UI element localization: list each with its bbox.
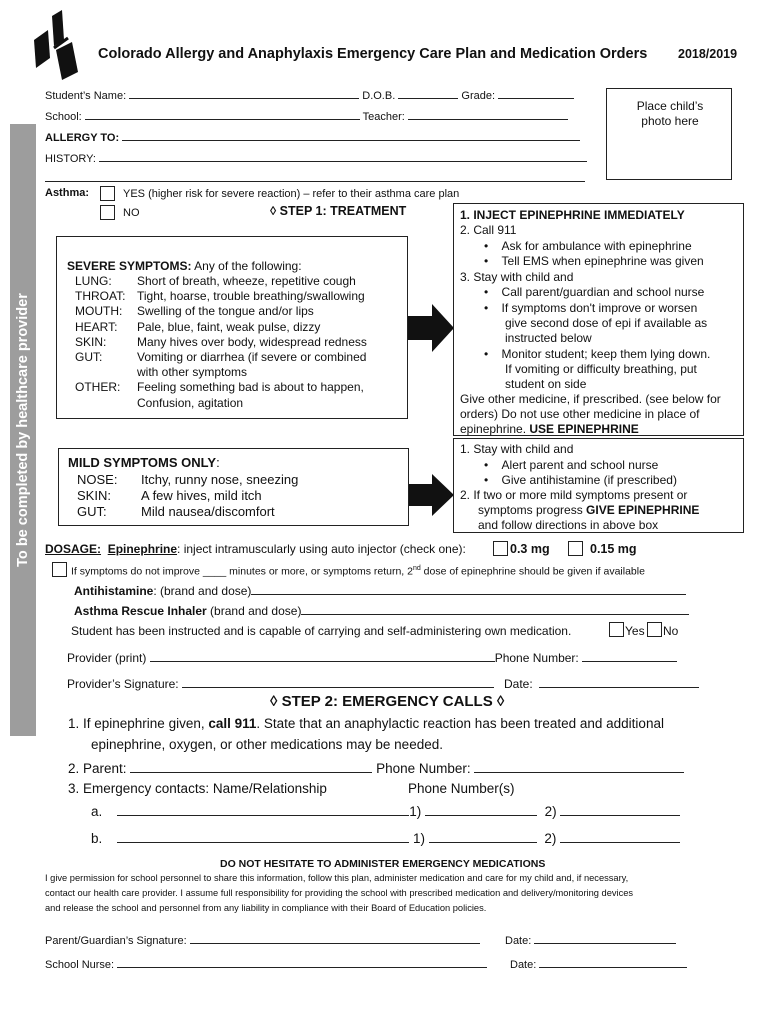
severe-symptom-row [75,380,364,394]
action-second-dose: • If symptoms don't improve or worsen [484,301,698,315]
severe-symptom-row [75,396,243,410]
teacher-field[interactable] [408,109,568,120]
self-admin-no-label: No [663,624,679,638]
step2-item1: 1. If epinephrine given, call 911. State that an anaphylactic reaction has been treated and additional [68,716,664,731]
provider-field[interactable] [150,651,495,662]
severe-subtitle: Any of the following: [191,259,302,273]
history-field[interactable] [99,151,587,162]
severe-symptom-description: Many hives over body, widespread redness [137,334,367,349]
self-admin-yes-label: Yes [625,624,645,638]
mild-symptom-row [77,504,275,519]
student-row [45,88,574,102]
severe-symptom-description: Swelling of the tongue and/or lips [137,304,314,319]
action-inject-epi: 1. INJECT EPINEPHRINE IMMEDIATELY [460,208,685,222]
contact-b-row: b. 1) 2) [91,830,680,846]
severe-symptom-system-label: HEART: [75,319,118,334]
severe-arrow-icon [408,304,454,352]
action-monitor: • Monitor student; keep them lying down. [484,347,711,361]
action-other-med: Give other medicine, if prescribed. (see below for [460,392,721,406]
dose-015-checkbox[interactable] [568,541,583,556]
severe-symptom-description: with other symptoms [137,365,248,380]
action-second-dose-3: instructed below [505,331,592,345]
action-ambulance: • Ask for ambulance with epinephrine [484,239,692,253]
emergency-phone-label: Phone Number(s) [408,781,515,796]
parent-field[interactable] [130,760,372,773]
severe-symptom-description: Vomiting or diarrhea (if severe or combined [137,350,367,364]
mild-action-antihistamine: • Give antihistamine (if prescribed) [484,473,677,487]
action-stay: 3. Stay with child and [460,270,574,284]
nurse-row [45,957,487,971]
provider-date-label: Date: [503,677,533,691]
parent-phone-field[interactable] [474,760,684,773]
step2-heading: ◊ STEP 2: EMERGENCY CALLS ◊ [270,693,505,710]
contact-a-row: a. 1) 2) [91,803,680,819]
warning-text: DO NOT HESITATE TO ADMINISTER EMERGENCY MEDICATIONS [220,858,546,870]
action-monitor-3: student on side [505,377,587,391]
mild-arrow-icon [408,474,454,516]
sidebar-text: To be completed by healthcare provider [15,293,31,567]
self-admin-yes-checkbox[interactable] [609,622,624,637]
photo-placeholder: Place child’s photo here [636,99,704,128]
severe-actions-box [453,203,744,436]
mild-action-two-or-more: 2. If two or more mild symptoms present or [460,488,688,502]
mild-action-follow: and follow directions in above box [478,518,659,532]
self-admin-no-checkbox[interactable] [647,622,662,637]
mild-symptom-system-label: NOSE: [77,472,118,487]
photo-box [606,88,732,180]
mild-action-alert: • Alert parent and school nurse [484,458,659,472]
action-other-med-2: orders) Do not use other medicine in place of [460,407,700,421]
signature-row [67,677,699,691]
mild-action-progress: symptoms progress GIVE EPINEPHRINE [478,503,700,517]
provider-phone-label: Phone Number: [494,651,579,665]
student-name-label: Student’s Name: [45,90,127,102]
parent-date-field[interactable] [534,933,676,944]
contact-a-name-field[interactable] [117,803,409,816]
step1-heading: ◊ STEP 1: TREATMENT [270,204,407,218]
provider-phone-field[interactable] [582,651,677,662]
parent-signature-label: Parent/Guardian’s Signature: [45,935,187,947]
severe-symptom-system-label: MOUTH: [75,304,123,319]
dosage-label: DOSAGE: [45,542,102,556]
grade-field[interactable] [498,88,574,99]
nurse-date-label: Date: [510,959,537,971]
severe-symptom-system-label: LUNG: [75,274,112,288]
severe-symptom-description: Pale, blue, faint, weak pulse, dizzy [137,319,321,334]
dob-field[interactable] [398,88,458,99]
healthcare-provider-sidebar [10,124,36,736]
dose-015-label: 0.15 mg [590,542,637,556]
emergency-contacts-label: 3. Emergency contacts: Name/Relationship [68,781,327,796]
page-title: Colorado Allergy and Anaphylaxis Emergency Care Plan and Medication Orders [98,46,648,62]
allergy-field[interactable] [122,130,580,141]
consent-line3: and release the school and personnel from any liability in compliance with their Board of Education policies. [45,903,487,913]
nurse-date-row [510,957,687,971]
severe-symptom-row [75,365,247,379]
mild-symptom-description: A few hives, mild itch [141,488,262,503]
dosage-row [45,542,466,556]
severe-symptom-description: Feeling something bad is about to happen, [137,380,364,395]
severe-title: SEVERE SYMPTOMS: [67,259,192,273]
history-row [45,151,587,165]
action-tell-ems: • Tell EMS when epinephrine was given [484,254,704,268]
inhaler-row: Asthma Rescue Inhaler (brand and dose) [74,604,689,618]
severe-symptoms-box [56,236,408,419]
severe-symptom-row [75,304,314,318]
severe-symptom-description: Short of breath, wheeze, repetitive cough [137,274,356,288]
provider-date-field[interactable] [539,677,699,688]
action-second-dose-2: give second dose of epi if available as [505,316,708,330]
allergy-row [45,130,580,144]
parent-date-row [505,933,676,947]
antihistamine-field[interactable] [251,584,686,595]
severe-symptom-description: Confusion, agitation [137,395,244,410]
mild-symptom-description: Itchy, runny nose, sneezing [141,472,299,487]
contact-b-name-field[interactable] [117,830,409,843]
grade-label: Grade: [461,90,496,102]
parent-signature-field[interactable] [190,933,480,944]
severe-symptom-system-label: GUT: [75,350,103,364]
action-call-911: 2. Call 911 [460,223,517,237]
provider-signature-field[interactable] [182,677,494,688]
severe-symptom-row [75,274,356,288]
mild-symptom-row [77,472,298,487]
parent-date-label: Date: [505,935,532,947]
student-name-field[interactable] [129,88,359,99]
school-year: 2018/2019 [678,47,738,61]
step2-item1-cont: epinephrine, oxygen, or other medications may be needed. [91,737,443,752]
parent-signature-row [45,933,480,947]
severe-symptom-system-label: OTHER: [75,380,121,395]
asthma-no-label: NO [123,207,140,219]
contact-a-phone1-field[interactable] [425,803,537,816]
mild-symptom-system-label: GUT: [77,504,107,519]
school-row [45,109,568,123]
inhaler-label: Asthma Rescue Inhaler [74,604,207,618]
epinephrine-label: Epinephrine [107,542,178,556]
inhaler-field[interactable] [301,604,689,615]
provider-row [67,651,677,665]
mild-actions-box [453,438,744,533]
mild-symptom-description: Mild nausea/discomfort [141,504,275,519]
action-use-epi: epinephrine. USE EPINEPHRINE [460,422,639,436]
school-label: School: [45,111,82,123]
step2-parent-row [68,760,684,776]
mild-symptom-row [77,488,262,503]
allergy-label: ALLERGY TO: [45,132,120,144]
severe-symptom-row [75,289,365,303]
parent-phone-label: Phone Number: [376,761,471,776]
contact-b-phone2-field[interactable] [560,830,680,843]
repeat-dose-checkbox[interactable] [52,562,67,577]
contact-a-phone2-field[interactable] [560,803,680,816]
repeat-dose-text: If symptoms do not improve ____ minutes or more, or symptoms return, 2nd dose of epinephrine should be given if available [71,565,645,578]
mild-action-stay: 1. Stay with child and [460,442,574,456]
mild-symptoms-box: MILD SYMPTOMS ONLY: NOSE: Itchy, runny nose, sneezing SKIN: A few hives, mild itch GUT: Mild nausea/discomfort [58,448,409,526]
contact-b-phone1-field[interactable] [429,830,537,843]
antihistamine-row: Antihistamine: (brand and dose) [74,584,686,598]
dosage-text: : inject intramuscularly using auto injector (check one): [177,542,466,556]
severe-symptom-row [75,335,367,349]
provider-label: Provider (print) [67,651,147,665]
school-field[interactable] [85,109,360,120]
parent-label: 2. Parent: [68,761,127,776]
history-field-line2[interactable] [45,181,585,182]
asthma-yes-label: YES (higher risk for severe reaction) – refer to their asthma care plan [123,188,460,200]
dose-03-checkbox[interactable] [493,541,508,556]
action-monitor-2: If vomiting or difficulty breathing, put [505,362,697,376]
self-admin-text: Student has been instructed and is capable of carrying and self-administering own medication. [71,624,572,638]
dob-label: D.O.B. [362,90,396,102]
consent-line2: contact our health care provider. I assume full responsibility for providing the school with prescribed medication and delivery/monitoring devices [45,888,634,898]
nurse-date-field[interactable] [539,957,687,968]
severe-symptom-row [75,320,320,334]
action-call-parent: • Call parent/guardian and school nurse [484,285,705,299]
severe-symptom-description: Tight, hoarse, trouble breathing/swallowing [137,289,365,304]
nurse-label: School Nurse: [45,959,115,971]
provider-signature-label: Provider’s Signature: [67,677,179,691]
severe-symptom-system-label: THROAT: [75,289,126,304]
asthma-yes-checkbox[interactable] [100,186,115,201]
nurse-field[interactable] [117,957,487,968]
asthma-label: Asthma: [45,187,90,199]
history-label: HISTORY: [45,153,96,165]
asthma-no-checkbox[interactable] [100,205,115,220]
dose-03-label: 0.3 mg [510,542,550,556]
mild-symptom-system-label: SKIN: [77,488,111,503]
mild-title: MILD SYMPTOMS ONLY [68,455,217,470]
teacher-label: Teacher: [362,111,405,123]
consent-line1: I give permission for school personnel to share this information, follow this plan, administer medication and care for my child and, if necessary, [45,873,629,883]
severe-symptom-system-label: SKIN: [75,334,107,349]
state-logo [32,10,80,82]
antihistamine-label: Antihistamine [74,584,154,598]
severe-symptom-row [75,350,366,364]
